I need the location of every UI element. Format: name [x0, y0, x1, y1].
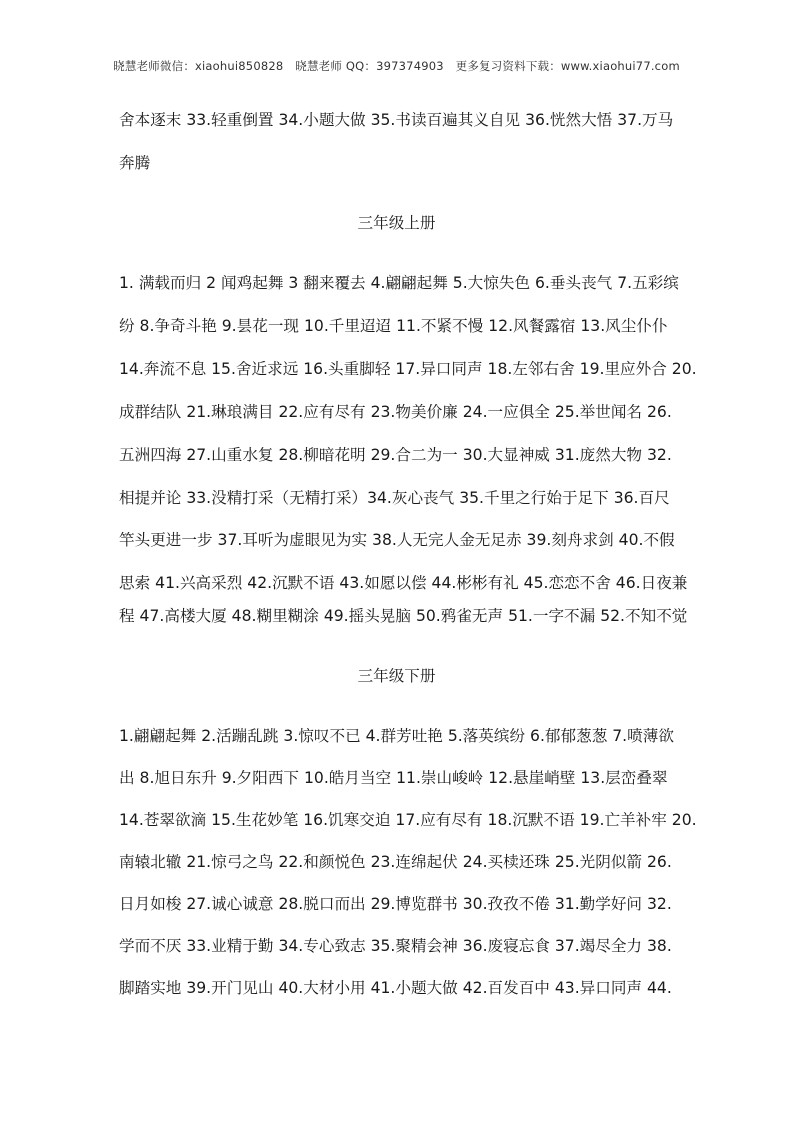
- text-line: 奔腾: [119, 154, 151, 172]
- text-line: 五洲四海 27.山重水复 28.柳暗花明 29.合二为一 30.大显神威 31.庞然大物 32.: [119, 446, 672, 464]
- text-line: 舍本逐末 33.轻重倒置 34.小题大做 35.书读百遍其义自见 36.恍然大悟 37.万马: [119, 111, 674, 129]
- header-wechat: 晓慧老师微信：xiaohui850828: [113, 59, 284, 73]
- text-line: 14.奔流不息 15.舍近求远 16.头重脚轻 17.异口同声 18.左邻右舍 19.里应外合 20.: [119, 360, 697, 378]
- text-line: 程 47.高楼大厦 48.糊里糊涂 49.摇头晃脑 50.鸦雀无声 51.一字不漏 52.不知不觉: [119, 607, 688, 625]
- section-title: 三年级下册: [357, 667, 436, 685]
- text-line: 出 8.旭日东升 9.夕阳西下 10.皓月当空 11.崇山峻岭 12.悬崖峭壁 13.层峦叠翠: [119, 769, 668, 787]
- text-line: 1.翩翩起舞 2.活蹦乱跳 3.惊叹不已 4.群芳吐艳 5.落英缤纷 6.郁郁葱葱 7.喷薄欲: [119, 727, 674, 745]
- text-line: 学而不厌 33.业精于勤 34.专心致志 35.聚精会神 36.废寝忘食 37.竭尽全力 38.: [119, 937, 672, 955]
- text-line: 思索 41.兴高采烈 42.沉默不语 43.如愿以偿 44.彬彬有礼 45.恋恋不舍 46.日夜兼: [119, 574, 688, 592]
- text-line: 纷 8.争奇斗艳 9.昙花一现 10.千里迢迢 11.不紧不慢 12.风餐露宿 13.风尘仆仆: [119, 317, 668, 335]
- text-line: 14.苍翠欲滴 15.生花妙笔 16.饥寒交迫 17.应有尽有 18.沉默不语 19.亡羊补牢 20.: [119, 811, 697, 829]
- text-line: 南辕北辙 21.惊弓之鸟 22.和颜悦色 23.连绵起伏 24.买椟还珠 25.光阴似箭 26.: [119, 853, 672, 871]
- header-qq: 晓慧老师 QQ：397374903: [295, 59, 444, 73]
- text-line: 相提并论 33.没精打采（无精打采）34.灰心丧气 35.千里之行始于足下 36.百尺: [119, 489, 670, 507]
- text-line: 脚踏实地 39.开门见山 40.大材小用 41.小题大做 42.百发百中 43.异口同声 44.: [119, 979, 672, 997]
- header-download: 更多复习资料下载：www.xiaohui77.com: [455, 59, 680, 73]
- page-header: [0, 58, 793, 74]
- section-title: 三年级上册: [357, 214, 436, 232]
- text-line: 日月如梭 27.诚心诚意 28.脱口而出 29.博览群书 30.孜孜不倦 31.勤学好问 32.: [119, 895, 672, 913]
- text-line: 竿头更进一步 37.耳听为虚眼见为实 38.人无完人金无足赤 39.刻舟求剑 40.不假: [119, 531, 675, 549]
- text-line: 成群结队 21.琳琅满目 22.应有尽有 23.物美价廉 24.一应俱全 25.举世闻名 26.: [119, 403, 672, 421]
- text-line: 1. 满载而归 2 闻鸡起舞 3 翻来覆去 4.翩翩起舞 5.大惊失色 6.垂头丧气 7.五彩缤: [119, 274, 679, 292]
